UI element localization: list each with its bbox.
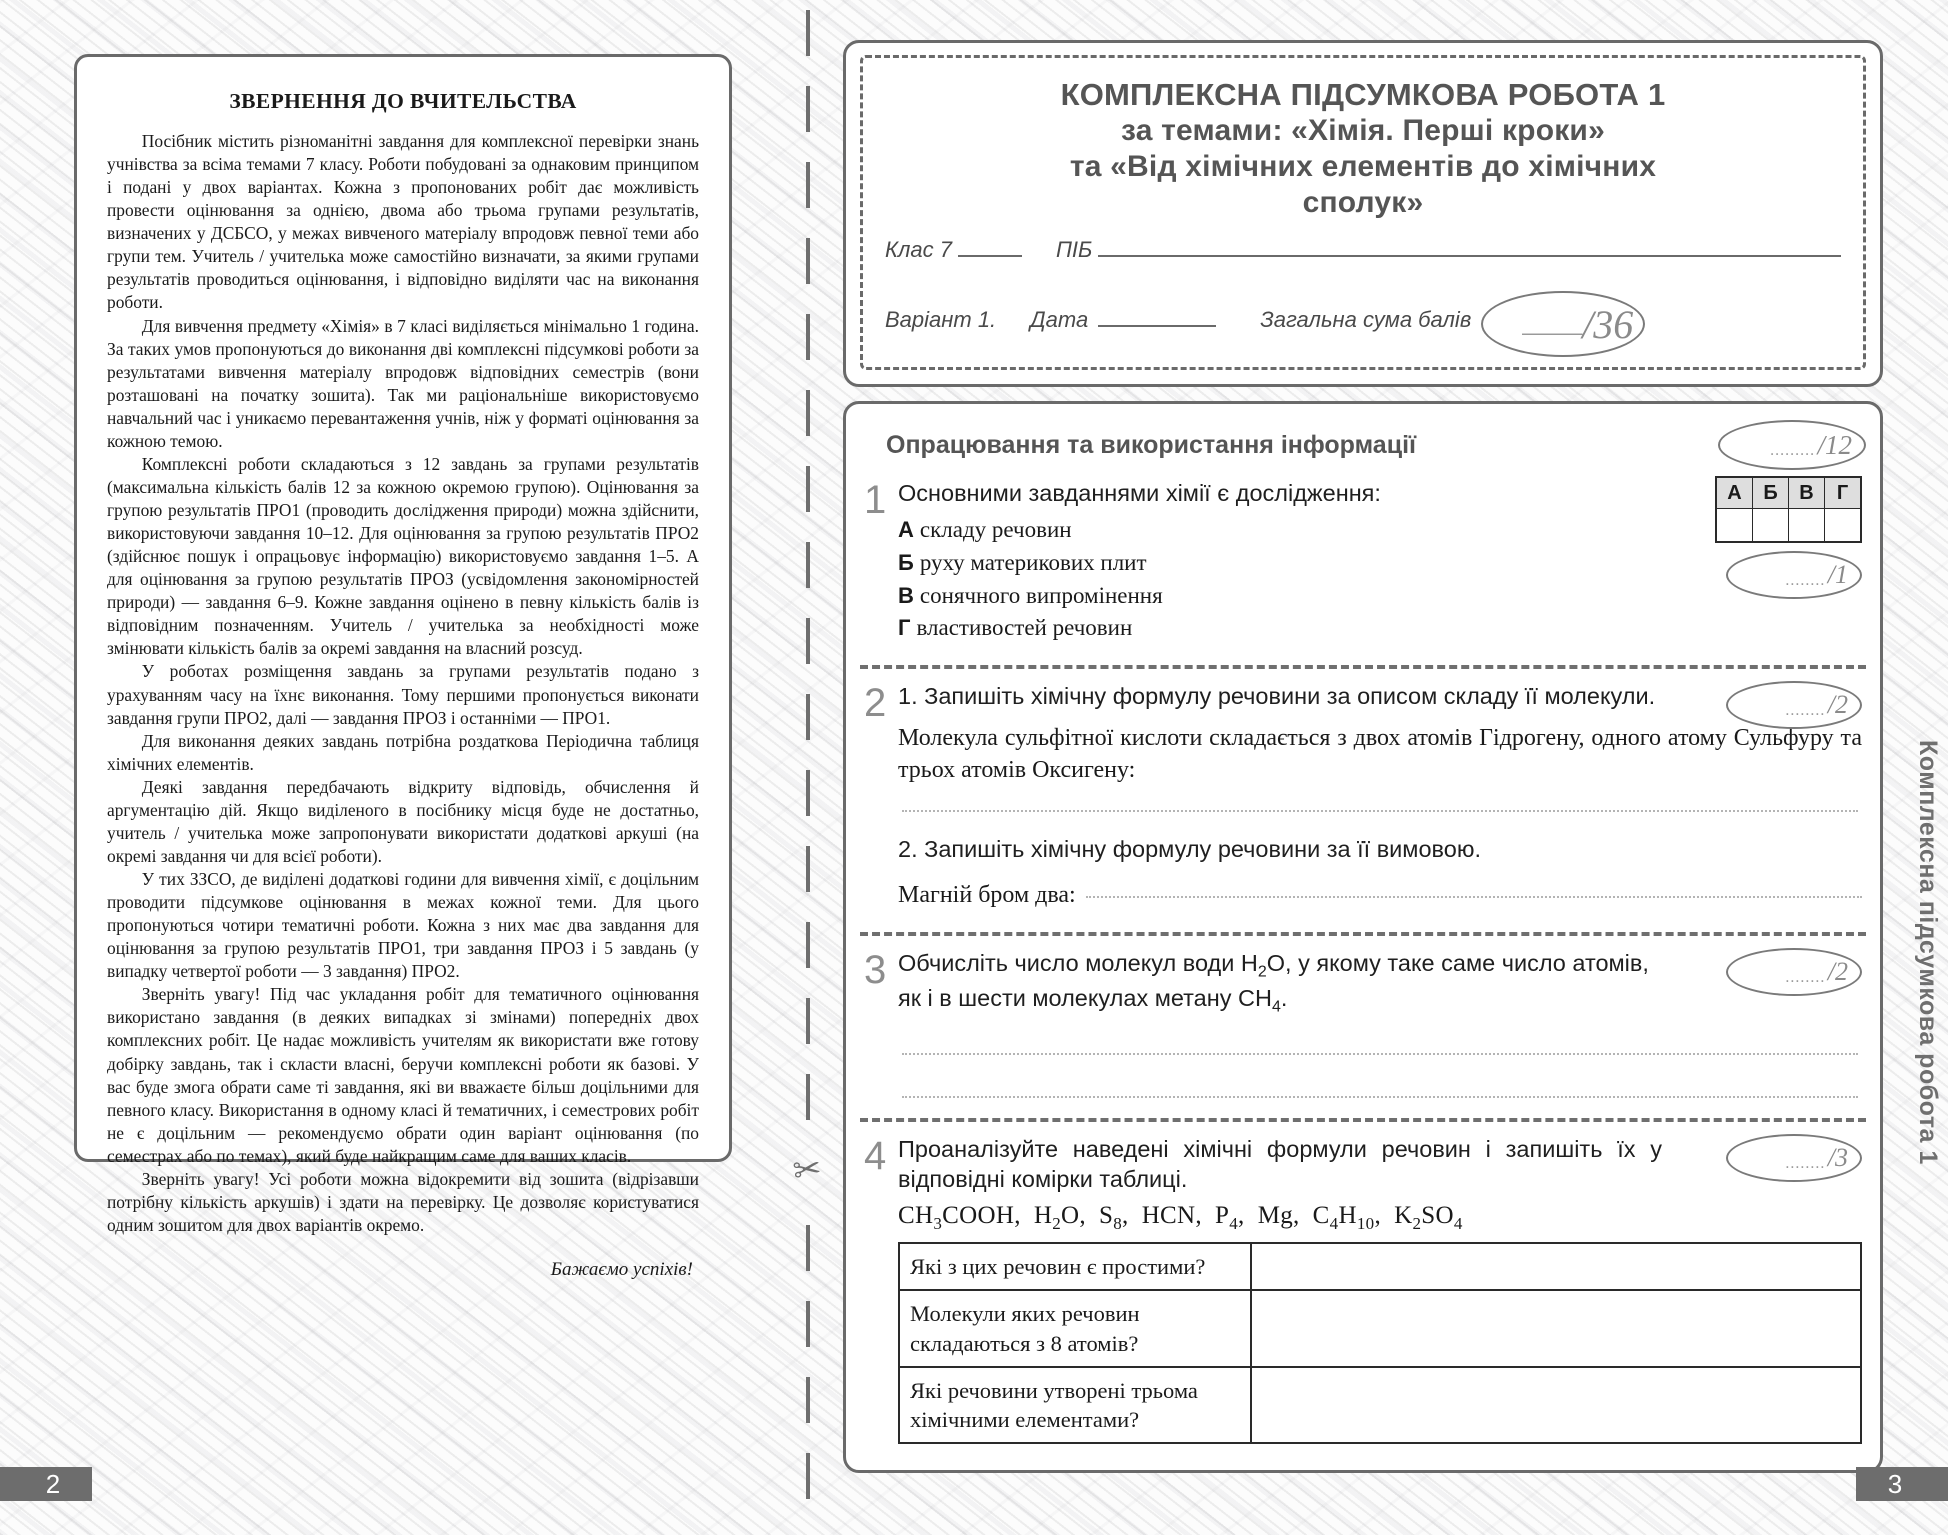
task-2-statement: Молекула сульфітної кислоти складається з двох атомів Гідрогену, одного атому Сульфуру та трьох атомів Оксигену: [898, 724, 1862, 783]
date-input[interactable] [1098, 310, 1216, 327]
task-1-options [898, 514, 1632, 645]
paragraph: Комплексні роботи складаються з 12 завдань за групами результатів (максимальна кількість балів 12 за кожною окремою групою). Оцінювання за групою результатів ПРО1 (проводить дослідження природи) можна здійснити, використовуючи завдання 10–12. Для оцінювання за групою результатів ПРО2 (здійснює пошук і опрацьовує інформацію) використовуємо завдання 1–5. А для оцінювання за групою результатів ПРОЗ (усвідомлення закономірностей природи) — завдання 6–9. Кожне завдання оцінено в певну кількість балів із відповідним позначенням. Учитель / учителька за необхідності може змінювати кількість балів за окремі завдання на власний розсуд. [107, 453, 699, 659]
section-header [846, 414, 1880, 472]
work-title-line4: сполук» [1302, 186, 1424, 220]
total-score-label: Загальна сума балів [1260, 307, 1472, 333]
date-label: Дата [1030, 307, 1089, 333]
task-3-score-dots: ........ [1785, 968, 1826, 986]
task-2-sub2: 2. Запишіть хімічну формулу речовини за її вимовою. [898, 835, 1481, 862]
page-title: ЗВЕРНЕННЯ ДО ВЧИТЕЛЬСТВА [229, 89, 577, 113]
grid-cell-g[interactable] [1825, 509, 1862, 543]
option-a[interactable] [898, 514, 1632, 547]
table-row [899, 1290, 1861, 1367]
task-2-score-dots: ........ [1785, 701, 1826, 719]
option-v-text: сонячного випромінення [919, 582, 1163, 608]
task-1-score-badge[interactable] [1726, 551, 1862, 599]
option-b-text: руху материкових плит [919, 549, 1147, 575]
task-2-number: 2 [864, 680, 887, 725]
scissors-icon: ✂ [790, 1148, 825, 1192]
signoff-text: Бажаємо успіхів! [550, 1259, 693, 1280]
task-4-score-badge[interactable] [1726, 1134, 1862, 1182]
option-a-letter: А [898, 517, 914, 543]
grid-header-b: Б [1753, 477, 1789, 509]
work-title-line3: та «Від хімічних елементів до хімічних [1069, 150, 1657, 184]
task-3-sub-1: 2 [1257, 963, 1267, 981]
task-divider-2 [860, 932, 1866, 936]
total-score-badge[interactable]: ____ /36 [1481, 291, 1645, 357]
grid-cell-v[interactable] [1789, 509, 1825, 543]
page-number-left: 2 [0, 1467, 92, 1501]
work-title-line1: КОМПЛЕКСНА ПІДСУМКОВА РОБОТА 1 [1060, 77, 1666, 112]
class-input[interactable] [958, 240, 1022, 257]
option-b[interactable] [898, 547, 1632, 580]
task-2 [846, 675, 1880, 922]
cut-line [805, 0, 811, 1535]
option-a-text: складу речовин [919, 517, 1072, 543]
page-number-right: 3 [1856, 1467, 1948, 1501]
option-b-letter: Б [898, 549, 914, 575]
task-4-number: 4 [864, 1134, 887, 1179]
right-page [843, 40, 1883, 1473]
paragraph: У тих ЗЗСО, де виділені додаткові години для вивчення хімії, є доцільним проводити підсумкове оцінювання в межах кожної теми. Для цього пропонуються чотири тематичні роботи. Кожна з них має два завдання для оцінювання за групою результатів ПРО1, три завдання ПРОЗ і 5 завдань (у випадку четвертої роботи — 3 завдання) ПРО2. [107, 869, 699, 982]
task-3-sub-2: 4 [1271, 998, 1281, 1016]
total-score-value: /36 [1582, 301, 1634, 347]
task-3-question-part3: . [1280, 984, 1288, 1011]
variant-label: Варіант 1. [885, 307, 997, 333]
class-name-row [885, 237, 1841, 263]
task-2-prompt: Магній бром два: [898, 881, 1076, 908]
task-divider-1 [860, 665, 1866, 669]
variant-date-row [885, 285, 1841, 351]
task-1-score-value: /1 [1827, 560, 1848, 590]
paragraph: Зверніть увагу! Під час укладання робіт для тематичного оцінювання використано завдання (в деяких випадках зі змінами) попередніх двох комплексних робіт. Це надає можливість учителям як використати вже готову добірку завдань, так і скласти власні, беручи комплексні роботи як базові. У вас буде змога обрати саме ті завдання, які ви вважаєте більш доцільними для певного класу. Використання в одному класі й тематичних, і семестрових робіт не є доцільним — рекомендуємо обрати один варіант оцінювання (по семестрах або по темах), який буде найкращим саме для ваших класів. [107, 984, 699, 1166]
table-row-2-answer[interactable] [1251, 1290, 1861, 1367]
section-score-value: /12 [1817, 429, 1852, 460]
name-input[interactable] [1098, 240, 1841, 257]
table-row-1-question: Які з цих речовин є простими? [899, 1243, 1251, 1290]
table-row-1-answer[interactable] [1251, 1243, 1861, 1290]
grid-cell-b[interactable] [1753, 509, 1789, 543]
task-1-score-dots: ........ [1785, 572, 1826, 590]
grid-header-g: Г [1825, 477, 1862, 509]
work-header-dashed-frame [860, 55, 1866, 370]
task-3-score-badge[interactable] [1726, 948, 1862, 996]
work-title [885, 76, 1841, 221]
task-4 [846, 1128, 1880, 1460]
section-title: Опрацювання та використання інформації [886, 430, 1417, 459]
task-2-sub1: 1. Запишіть хімічну формулу речовини за описом складу її молекули. [898, 682, 1656, 709]
task-2-answer-line-1[interactable] [902, 809, 1858, 812]
task-3-question [898, 948, 1862, 1018]
option-g-letter: Г [898, 615, 911, 641]
task-4-score-dots: ........ [1785, 1155, 1826, 1173]
left-page [74, 54, 732, 1280]
paragraph: Деякі завдання передбачають відкриту відповідь, обчислення й аргументацію дій. Якщо виділеного в посібнику місця буде не достатньо, учитель / учителька може запропонувати використати додаткові аркуші (на окремі завдання чи для всієї роботи). [107, 776, 699, 866]
task-3-answer-line-1[interactable] [902, 1052, 1858, 1055]
task-3-score-value: /2 [1827, 956, 1848, 986]
task-2-score-badge[interactable] [1726, 681, 1862, 729]
task-3-answer-line-2[interactable] [902, 1095, 1858, 1098]
task-divider-3 [860, 1118, 1866, 1122]
tasks-card [843, 401, 1883, 1473]
side-tab-label: Комплексна підсумкова робота 1 [1914, 740, 1942, 1165]
option-v[interactable] [898, 580, 1632, 613]
paragraph: Для виконання деяких завдань потрібна роздаткова Періодична таблиця хімічних елементів. [107, 730, 699, 774]
option-g[interactable] [898, 612, 1632, 645]
task-4-table [898, 1242, 1862, 1444]
table-row-3-answer[interactable] [1251, 1367, 1861, 1444]
task-1-number: 1 [864, 478, 887, 523]
table-row-3-question: Які речовини утворені трьома хімічними елементами? [899, 1367, 1251, 1444]
task-3-question-part2: O, у якому таке саме число атомів, як і в шести молекулах метану CH [898, 949, 1649, 1011]
task-1-answer-grid[interactable] [1715, 476, 1862, 543]
name-label: ПІБ [1055, 237, 1093, 263]
task-4-question: Проаналізуйте наведені хімічні формули речовин і запишіть їх у відповідні комірки таблиці. [898, 1136, 1662, 1193]
paragraph: Для вивчення предмету «Хімія» в 7 класі виділяється мінімально 1 година. За таких умов пропонуються до виконання дві комплексні підсумкові роботи за результатами вивчення матеріалу впродовж відповідних семестрів (вони розташовані на початку зошита). Так ми раціональніше використовуємо навчальний час і уникаємо перевантаження учнів, ніж у форматі оцінювання за кожною темою. [107, 315, 699, 451]
option-v-letter: В [898, 582, 914, 608]
class-label: Клас 7 [885, 237, 952, 263]
section-score-badge[interactable] [1718, 420, 1866, 470]
task-3 [846, 942, 1880, 1108]
teacher-address-text [107, 130, 699, 1237]
grid-header-a: А [1716, 477, 1753, 509]
score-dots: ......... [1770, 442, 1816, 460]
paragraph: Зверніть увагу! Усі роботи можна відокремити від зошита (відрізавши потрібну кількість аркушів) і здати на перевірку. Це дозволяє користуватися одним зошитом для двох варіантів окремо. [107, 1168, 699, 1235]
task-3-number: 3 [864, 947, 887, 992]
work-header-card [843, 40, 1883, 387]
table-row [899, 1367, 1861, 1444]
paragraph: У роботах розміщення завдань за групами результатів подано з урахуванням часу на їхнє виконання. Тому першими пропонується виконати завдання групи ПРО2, далі — завдання ПРОЗ і останніми — ПРО1. [107, 661, 699, 728]
task-1-question: Основними завданнями хімії є дослідження: [898, 480, 1381, 507]
table-row [899, 1243, 1861, 1290]
work-title-line2: за темами: «Хімія. Перші кроки» [1121, 114, 1605, 148]
task-2-answer-line-2[interactable] [1086, 895, 1862, 898]
paragraph: Посібник містить різноманітні завдання для комплексної перевірки знань учнівства за всіма темами 7 класу. Роботи побудовані за однаковим принципом і подані у двох варіантах. Кожна з пропонованих робіт дає можливість провести оцінювання за однією, двома або трьома групами результатів, визначених у ДСБСО, у межах вивченого матеріалу впродовж певної теми або групи тем. Учитель / учителька може самостійно визначати, за якими групами результатів проводиться оцінювання, і відповідно виділяти час на виконання роботи. [107, 131, 699, 313]
task-4-score-value: /3 [1827, 1143, 1848, 1173]
task-2-score-value: /2 [1827, 689, 1848, 719]
task-3-question-part1: Обчисліть число молекул води H [898, 949, 1258, 976]
grid-header-v: В [1789, 477, 1825, 509]
task-4-formulas: $CH_3COOH$, $H_2O$, $S_8$, HCN, $P_4$, Mg, $C_4H_{10}$, $K_2SO_4$ [898, 1202, 1463, 1234]
grid-cell-a[interactable] [1716, 509, 1753, 543]
table-row-2-question: Молекули яких речовин складаються з 8 атомів? [899, 1290, 1251, 1367]
option-g-text: властивостей речовин [916, 615, 1133, 641]
task-1 [846, 472, 1880, 655]
